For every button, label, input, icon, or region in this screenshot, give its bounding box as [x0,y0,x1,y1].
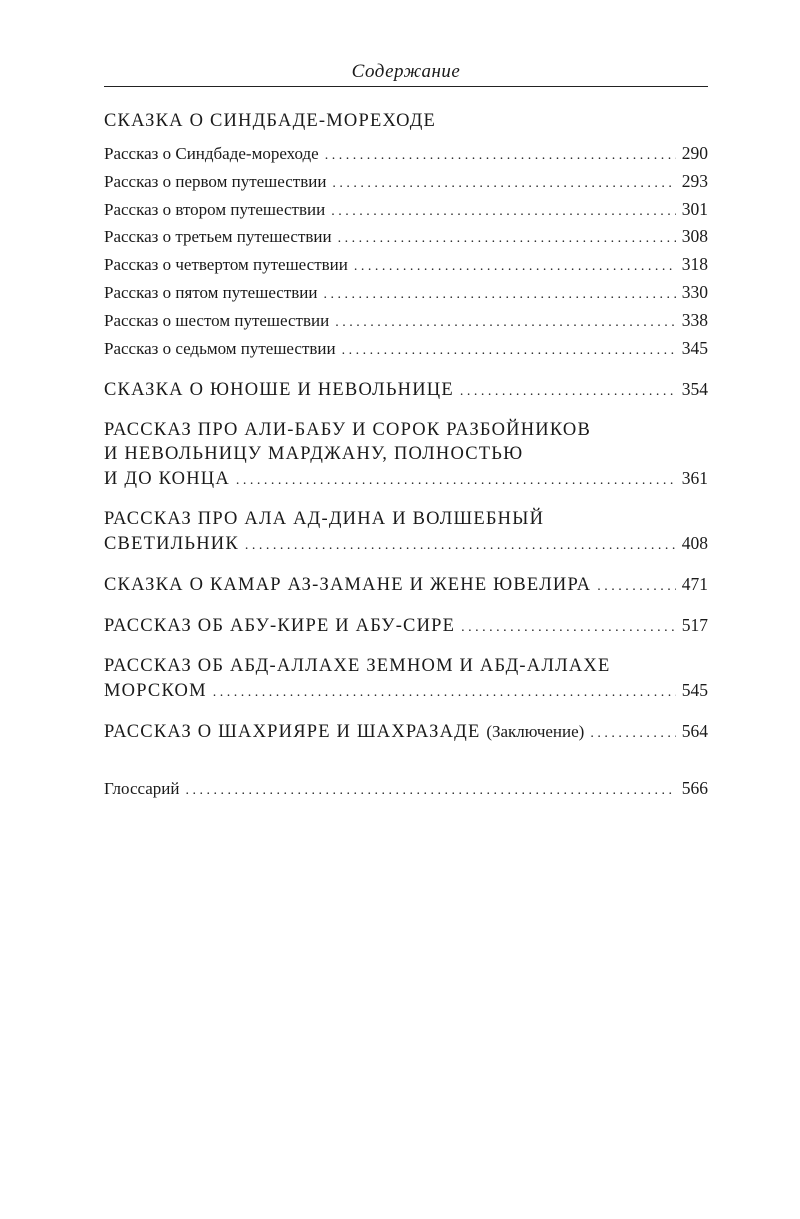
dot-leader [354,254,676,280]
toc-entry[interactable] [104,308,708,336]
entry-page: 338 [681,309,708,330]
table-of-contents [104,109,708,804]
toc-entry[interactable] [104,252,708,280]
entry-page: 354 [681,379,708,400]
entry-page: 290 [681,143,708,163]
entry-label: СВЕТИЛЬНИК [104,534,239,555]
dot-leader [245,534,676,558]
entry-page: 361 [681,468,708,489]
toc-page [104,58,708,818]
entry-label-line: РАССКАЗ ПРО АЛА АД-ДИНА И ВОЛШЕБНЫЙ [104,509,545,530]
toc-entry[interactable] [104,169,708,197]
dot-leader [213,681,676,705]
dot-leader [342,338,676,364]
section-title: СКАЗКА О СИНДБАДЕ-МОРЕХОДЕ [104,111,437,131]
section-ali-baba [104,418,708,493]
entry-label: СКАЗКА О КАМАР АЗ-ЗАМАНЕ И ЖЕНЕ ЮВЕЛИРА [104,575,592,596]
entry-label: Рассказ о первом путешествии [104,171,327,191]
dot-leader [590,722,675,746]
entry-page: 345 [681,337,708,358]
entry-label: Рассказ о пятом путешествии [104,282,318,302]
entry-label: Рассказ о Синдбаде-мореходе [104,144,319,163]
entry-label-main: РАССКАЗ О ШАХРИЯРЕ И ШАХРАЗАДЕ [104,722,481,743]
entry-label-line: РАССКАЗ ПРО АЛИ-БАБУ И СОРОК РАЗБОЙНИКОВ [104,420,592,441]
toc-entry[interactable] [104,141,708,169]
entry-page: 408 [681,533,708,554]
entry-label: Рассказ о втором путешествии [104,199,326,219]
entry-label: МОРСКОМ [104,681,207,702]
toc-entry[interactable] [104,224,708,252]
entry-label: СКАЗКА О ЮНОШЕ И НЕВОЛЬНИЦЕ [104,380,454,401]
entry-label: РАССКАЗ ОБ АБУ-КИРЕ И АБУ-СИРЕ [104,616,456,637]
toc-entry[interactable] [104,336,708,364]
dot-leader [461,616,676,640]
entry-page: 330 [681,281,708,302]
section-abu-kir [104,613,708,640]
section-glossary [104,776,708,804]
dot-leader [335,310,676,336]
entry-page: 308 [681,226,708,247]
running-head: Содержание [104,58,708,87]
entry-page: 471 [681,574,708,595]
entry-page: 545 [681,680,708,701]
entry-page: 517 [681,615,708,636]
entry-page: 564 [681,721,708,742]
section-kamar [104,572,708,599]
entry-label: Рассказ о шестом путешествии [104,310,330,330]
toc-entry[interactable] [104,678,708,705]
entry-label [104,720,584,744]
section-sindbad [104,109,708,363]
entry-page: 293 [681,170,708,191]
dot-leader [460,380,676,404]
entry-label-line: И НЕВОЛЬНИЦУ МАРДЖАНУ, ПОЛНОСТЬЮ [104,444,524,465]
toc-entry[interactable] [104,719,708,746]
dot-leader [332,171,675,197]
dot-leader [331,199,676,225]
toc-entry[interactable] [104,531,708,558]
dot-leader [324,282,676,308]
toc-entry[interactable] [104,377,708,404]
dot-leader [236,469,676,493]
entry-label-note: (Заключение) [486,722,585,742]
entry-label: Рассказ о четвертом путешествии [104,255,348,275]
entry-page: 566 [681,778,708,799]
dot-leader [338,226,676,252]
toc-entry[interactable] [104,280,708,308]
entry-page: 301 [681,198,708,219]
toc-entry[interactable] [104,466,708,493]
dot-leader [325,143,676,169]
toc-entry[interactable] [104,572,708,599]
entry-label: Глоссарий [104,779,180,799]
toc-entry[interactable] [104,776,708,804]
entry-label: Рассказ о седьмом путешествии [104,338,336,358]
dot-leader [597,575,676,599]
entry-label-line: РАССКАЗ ОБ АБД-АЛЛАХЕ ЗЕМНОМ И АБД-АЛЛАХЕ [104,656,611,677]
toc-entry[interactable] [104,613,708,640]
dot-leader [186,778,676,804]
toc-entry[interactable] [104,197,708,225]
entry-label: Рассказ о третьем путешествии [104,227,332,247]
entry-page: 318 [681,254,708,275]
section-youth [104,377,708,404]
section-abd-allah [104,654,708,705]
entry-label: И ДО КОНЦА [104,469,230,490]
section-aladdin [104,507,708,558]
section-shahriyar [104,719,708,746]
